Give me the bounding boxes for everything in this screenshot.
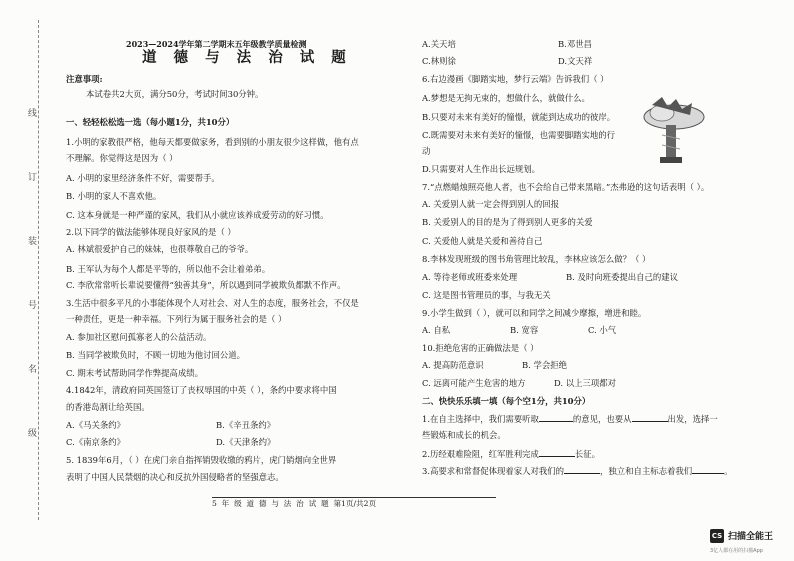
q10-option-b: B. 学会拒绝 xyxy=(522,360,567,370)
q10-stem: 10.拒绝危害的正确做法是（ ） xyxy=(422,343,539,353)
q6-option-c-cont: 动 xyxy=(422,146,431,156)
fill-q3 xyxy=(422,465,733,477)
q3-option-a: A. 参加社区慰问孤寡老人的公益活动。 xyxy=(66,332,212,342)
fill-blank xyxy=(539,448,575,457)
q7-option-c: C. 关爱他人就是关爱和善待自己 xyxy=(422,236,543,246)
q3-option-b: B. 当同学被欺负时，不顾一切地为他讨回公道。 xyxy=(66,350,245,360)
scanner-watermark xyxy=(710,527,792,557)
fill-q1-part-b: 的意见，也要从 xyxy=(572,414,632,424)
notice-heading: 注意事项: xyxy=(66,74,103,84)
q6-option-a: A.梦想是无拘无束的，想做什么，就做什么。 xyxy=(422,93,590,103)
q3-stem-cont: 一种责任，更是一种幸福。下列行为属于服务社会的是（ ） xyxy=(66,314,287,324)
cartoon-illustration xyxy=(632,95,712,165)
q3-option-c: C. 期末考试帮助同学作弊提高成绩。 xyxy=(66,368,204,378)
binding-char: 线 xyxy=(28,109,38,119)
q3-stem: 3.生活中很多平凡的小事能体现个人对社会、对人生的态度，服务社会，不仅是 xyxy=(66,298,359,308)
section1-heading: 一、轻轻松松选一选（每小题1分，共10分） xyxy=(66,117,235,127)
section2-heading: 二、快快乐乐填一填（每个空1分，共10分） xyxy=(422,396,591,406)
fill-q3-part-c: 。 xyxy=(724,466,733,476)
q5-option-c: C.林则徐 xyxy=(422,56,456,66)
q6-option-c: C.既需要对未来有美好的憧憬，也需要脚踏实地的行 xyxy=(422,130,616,140)
notice-body: 本试卷共2大页，满分50分，考试时间30分钟。 xyxy=(86,89,264,99)
page-footer: 5 年 级 道 德 与 法 治 试 题 第1页/共2页 xyxy=(212,497,496,510)
binding-strip xyxy=(24,20,44,520)
binding-char: 号 xyxy=(28,301,38,311)
fill-q1-part-c: 出发，选择一 xyxy=(667,414,718,424)
q4-option-c: C.《南京条约》 xyxy=(66,437,126,447)
fill-q1-cont: 些锻炼和成长的机会。 xyxy=(422,430,506,440)
q4-stem: 4.1842年，清政府同英国签订了丧权辱国的中英（ ），条约中要求将中国 xyxy=(66,385,337,395)
page-title: 道 德 与 法 治 试 题 xyxy=(142,49,352,66)
fill-q2-part-a: 2.历经艰难险阻，红军胜利完成 xyxy=(422,449,539,459)
binding-char: 装 xyxy=(28,237,38,247)
fill-blank xyxy=(632,413,668,422)
q1-stem-cont: 不理解。你觉得这是因为（ ） xyxy=(66,153,178,163)
q9-option-c: C. 小气 xyxy=(588,325,617,335)
q4-option-b: B.《辛丑条约》 xyxy=(216,420,276,430)
q1-option-c: C. 这本身就是一种严谨的家风，我们从小就应该养成爱劳动的好习惯。 xyxy=(66,210,329,220)
binding-char: 订 xyxy=(28,173,38,183)
q9-option-b: B. 宽容 xyxy=(510,325,539,335)
q5-stem-cont: 表明了中国人民禁烟的决心和反抗外国侵略者的坚强意志。 xyxy=(66,472,284,482)
q5-option-a: A.关天培 xyxy=(422,39,456,49)
q9-option-a: A. 自私 xyxy=(422,325,451,335)
q10-option-d: D. 以上三项都对 xyxy=(554,378,616,388)
q8-option-b: B. 及时向班委提出自己的建议 xyxy=(566,272,678,282)
q8-option-a: A. 等待老师或班委来处理 xyxy=(422,272,518,282)
q5-stem: 5. 1839年6月，（ ）在虎门亲自指挥销毁收缴的鸦片，虎门销烟向全世界 xyxy=(66,455,337,465)
q2-option-a: A. 林斌很爱护自己的妹妹，也很尊敬自己的爷爷。 xyxy=(66,244,254,254)
q7-option-b: B. 关爱别人的目的是为了得到别人更多的关爱 xyxy=(422,217,593,227)
exam-header-line: 2023—2024学年第二学期末五年级教学质量检测 xyxy=(126,39,307,49)
fill-blank xyxy=(692,465,724,474)
q4-stem-cont: 的香港岛割让给英国。 xyxy=(66,402,150,412)
q1-option-a: A. 小明的家里经济条件不好，需要帮手。 xyxy=(66,173,220,183)
q9-stem: 9.小学生做到（ ），就可以和同学之间减少摩擦，增进和睦。 xyxy=(422,308,647,318)
fill-q1-part-a: 1.在自主选择中，我们需要听取 xyxy=(422,414,539,424)
q7-option-a: A. 关爱别人就一定会得到别人的回报 xyxy=(422,199,559,209)
q2-option-b: B. 王军认为每个人都是平等的，所以他不会让着弟弟。 xyxy=(66,264,271,274)
q4-option-d: D.《天津条约》 xyxy=(216,437,276,447)
q1-option-b: B. 小明的家人不喜欢他。 xyxy=(66,191,162,201)
binding-char: 级 xyxy=(28,429,38,439)
q1-stem: 1.小明的家教很严格，他每天都要做家务，看到别的小朋友很少这样做，他有点 xyxy=(66,137,359,147)
q6-option-d: D.只需要对人生作出长远规划。 xyxy=(422,164,540,174)
q8-option-c: C. 这是图书管理员的事，与我无关 xyxy=(422,290,551,300)
binding-char: 名 xyxy=(28,365,38,375)
q6-stem: 6.右边漫画《脚踏实地，梦行云端》告诉我们（ ） xyxy=(422,74,609,84)
scanner-name: 扫描全能王 xyxy=(728,532,774,542)
fill-q3-part-a: 3.高要求和常督促体现着家人对我们的 xyxy=(422,466,564,476)
q7-stem: 7.“点燃蜡烛照亮他人者，也不会给自己带来黑暗。”杰弗逊的这句话表明（ ）。 xyxy=(422,182,710,192)
q2-stem: 2.以下同学的做法能够体现良好家风的是（ ） xyxy=(66,227,236,237)
q5-option-b: B.邓世昌 xyxy=(558,39,592,49)
scanner-tagline: 3亿人都在用的扫描App xyxy=(710,548,763,554)
q4-option-a: A.《马关条约》 xyxy=(66,420,125,430)
fill-q1 xyxy=(422,413,718,425)
fill-q2-part-b: 长征。 xyxy=(574,449,600,459)
q10-option-c: C. 远离可能产生危害的地方 xyxy=(422,378,526,388)
q8-stem: 8.李林发现班级的图书角管理比较乱，李林应该怎么做？（ ） xyxy=(422,254,651,264)
binding-dashed-line xyxy=(38,20,39,520)
fill-q3-part-b: ，独立和自主标志着我们 xyxy=(600,466,693,476)
fill-blank xyxy=(539,413,573,422)
q2-option-c: C. 李欣常常听长辈说要懂得“独善其身”，所以遇到同学被欺负都默不作声。 xyxy=(66,280,346,290)
scanner-logo-icon: CS xyxy=(710,529,724,543)
q5-option-d: D.文天祥 xyxy=(558,56,593,66)
fill-blank xyxy=(564,465,600,474)
q10-option-a: A. 提高防范意识 xyxy=(422,360,484,370)
q6-option-b: B.只要对未来有美好的憧憬，就能到达成功的彼岸。 xyxy=(422,112,616,122)
fill-q2 xyxy=(422,448,600,460)
